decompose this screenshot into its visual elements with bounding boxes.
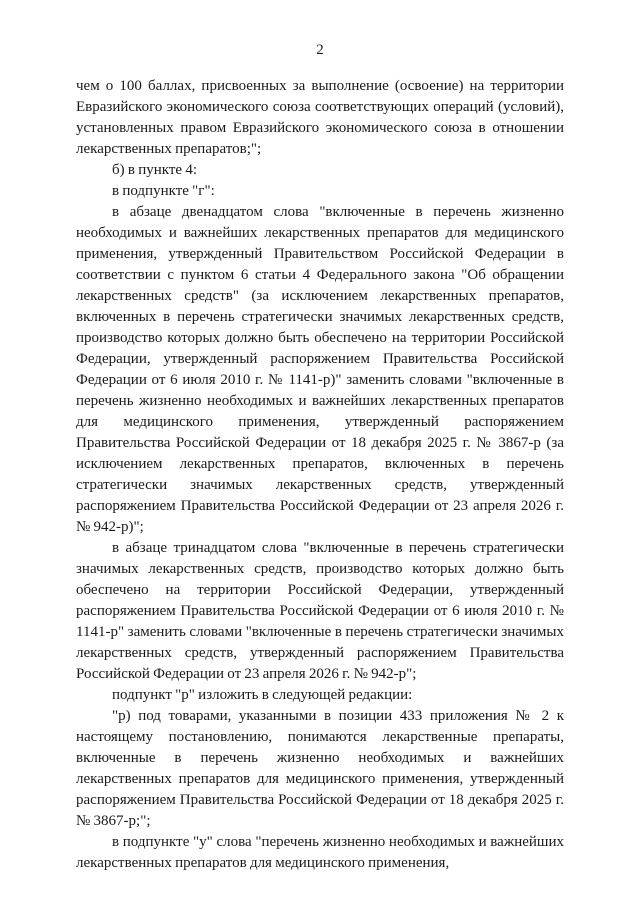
paragraph-abzac-13: в абзаце тринадцатом слова "включенные в перечень стратегически значимых лекарственных средств, производство которых должно быть обеспечено на территории Российской Федерации, утвержденный распоряжением Правительства Российской Федерации от 6 июля 2010 г. № 1141-р" заменить словами "включенные в перечень стратегически значимых лекарственных средств, утвержденный распоряжением Правительства Российской Федерации от 23 апреля 2026 г. № 942-р";	[76, 540, 564, 682]
paragraph-abzac-12: в абзаце двенадцатом слова "включенные в перечень жизненно необходимых и важнейших лекарственных препаратов для медицинского применения, утвержденный Правительством Российской Федерации в соответствии с пунктом 6 статьи 4 Федерального закона "Об обращении лекарственных средств" (за исключением лекарственных препаратов, включенных в перечень стратегически значимых лекарственных средств, производство которых должно быть обеспечено на территории Российской Федерации, утвержденный распоряжением Правительства Российской Федерации от 6 июля 2010 г. № 1141-р)" заменить словами "включенные в перечень жизненно необходимых и важнейших лекарственных препаратов для медицинского применения, утвержденный распоряжением Правительства Российской Федерации от 18 декабря 2025 г. № 3867-р (за исключением лекарственных препаратов, включенных в перечень стратегически значимых лекарственных средств, утвержденный распоряжением Правительства Российской Федерации от 23 апреля 2026 г. № 942-р)";	[76, 204, 564, 535]
paragraph-subpoint-g: в подпункте "г":	[112, 183, 215, 199]
paragraph-subpoint-r-intro: подпункт "р" изложить в следующей редакции:	[112, 687, 413, 703]
paragraph-subpoint-u: в подпункте "у" слова "перечень жизненно необходимых и важнейших лекарственных препаратов для медицинского применения,	[76, 834, 564, 871]
document-body	[76, 76, 564, 874]
paragraph-subitem-b: б) в пункте 4:	[112, 162, 197, 178]
page-number: 2	[316, 42, 324, 58]
paragraph-continuation: чем о 100 баллах, присвоенных за выполнение (освоение) на территории Евразийского экономического союза соответствующих операций (условий), установленных правом Евразийского экономического союза в отношении лекарственных препаратов;";	[76, 78, 564, 157]
paragraph-subpoint-r-text: "р) под товарами, указанными в позиции 433 приложения № 2 к настоящему постановлению, понимаются лекарственные препараты, включенные в перечень жизненно необходимых и важнейших лекарственных препаратов для медицинского применения, утвержденный распоряжением Правительства Российской Федерации от 18 декабря 2025 г. № 3867-р;";	[76, 708, 564, 829]
